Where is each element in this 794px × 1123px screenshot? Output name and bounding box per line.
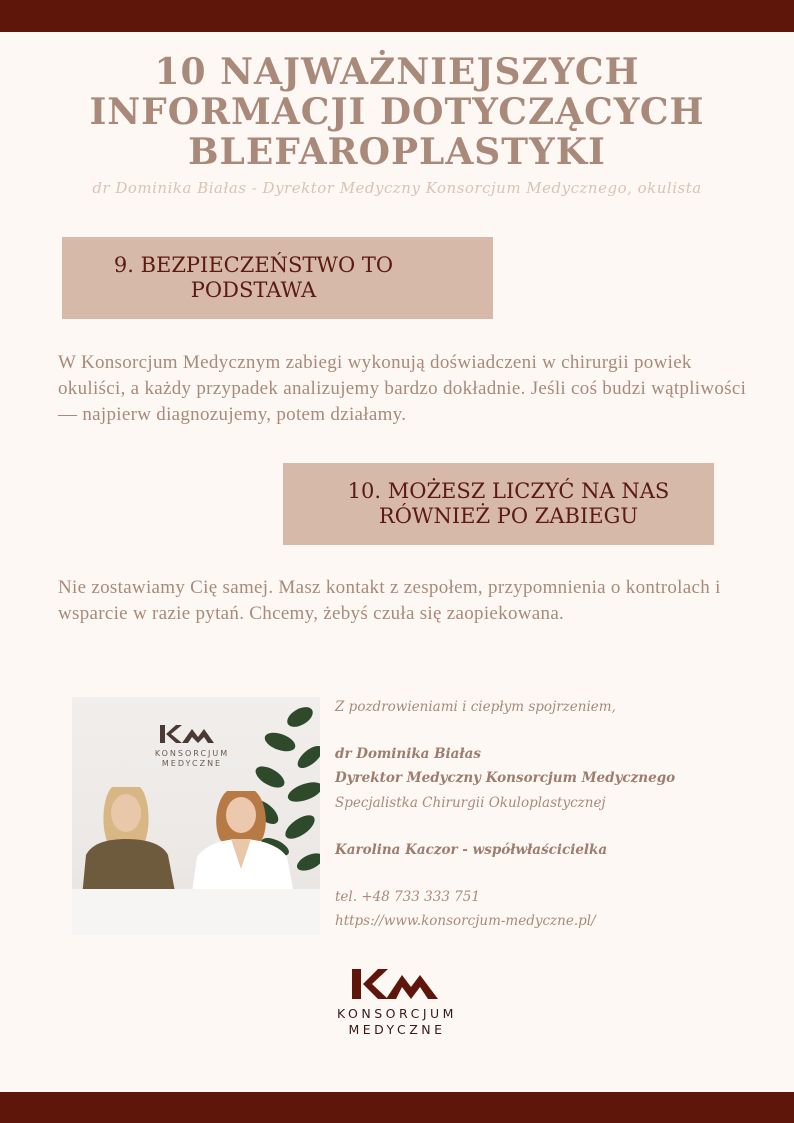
signature-role: Dyrektor Medyczny Konsorcjum Medycznego [335, 770, 676, 786]
signature-name: dr Dominika Białas [335, 746, 481, 762]
footer-logo-line-1: KONSORCJUM [337, 1006, 457, 1021]
section-9-heading-line-2: PODSTAWA [190, 278, 317, 302]
section-10-heading [303, 479, 714, 529]
team-photo [72, 697, 320, 935]
top-band [0, 0, 794, 32]
section-9-text: W Konsorcjum Medycznym zabiegi wykonują doświadczeni w chirurgii powiek okuliści, a każdy przypadek analizujemy bardzo dokładnie. Jeśli coś budzi wątpliwości — najpierw diagnozujemy, potem działamy. [58, 352, 747, 425]
signature-phone[interactable]: tel. +48 733 333 751 [335, 889, 480, 905]
footer-logo-line-2: MEDYCZNE [348, 1022, 446, 1037]
section-9-heading [36, 253, 469, 303]
signature-greeting: Z pozdrowieniami i ciepłym spojrzeniem, [335, 699, 616, 715]
person-right-icon [187, 779, 317, 899]
title-line-1: 10 NAJWAŻNIEJSZYCH [154, 51, 640, 93]
section-10-heading-box [283, 463, 714, 545]
section-9-heading-box [62, 237, 493, 319]
page-title [0, 52, 794, 172]
photo-brand-line-1: KONSORCJUM [154, 749, 230, 758]
signature-specialty: Specjalistka Chirurgii Okuloplastycznej [335, 795, 606, 811]
konsorcjum-logo-icon [352, 967, 438, 1001]
photo-logo-icon [160, 723, 220, 745]
signature-co-owner: Karolina Kaczor - współwłaścicielka [335, 842, 608, 858]
footer-logo-text [297, 1006, 497, 1038]
title-line-2: INFORMACJI DOTYCZĄCYCH [89, 91, 705, 133]
subtitle: dr Dominika Białas - Dyrektor Medyczny Konsorcjum Medycznego, okulista [92, 179, 702, 197]
photo-brand-line-2: MEDYCZNE [161, 759, 223, 768]
section-10-heading-line-2: RÓWNIEŻ PO ZABIEGU [378, 504, 639, 528]
section-10-heading-line-1: 10. MOŻESZ LICZYĆ NA NAS [347, 479, 670, 503]
bottom-band [0, 1092, 794, 1123]
title-line-3: BLEFAROPLASTYKI [188, 131, 606, 173]
section-10-text: Nie zostawiamy Cię samej. Masz kontakt z zespołem, przypomnienia o kontrolach i wsparcie w razie pytań. Chcemy, żebyś czuła się zaopiekowana. [58, 577, 721, 624]
person-left-icon [72, 777, 202, 897]
section-9-heading-line-1: 9. BEZPIECZEŃSTWO TO [113, 253, 394, 277]
photo-table [72, 889, 320, 935]
photo-brand-text [132, 749, 252, 769]
signature-website-link[interactable]: https://www.konsorcjum-medyczne.pl/ [335, 913, 596, 929]
